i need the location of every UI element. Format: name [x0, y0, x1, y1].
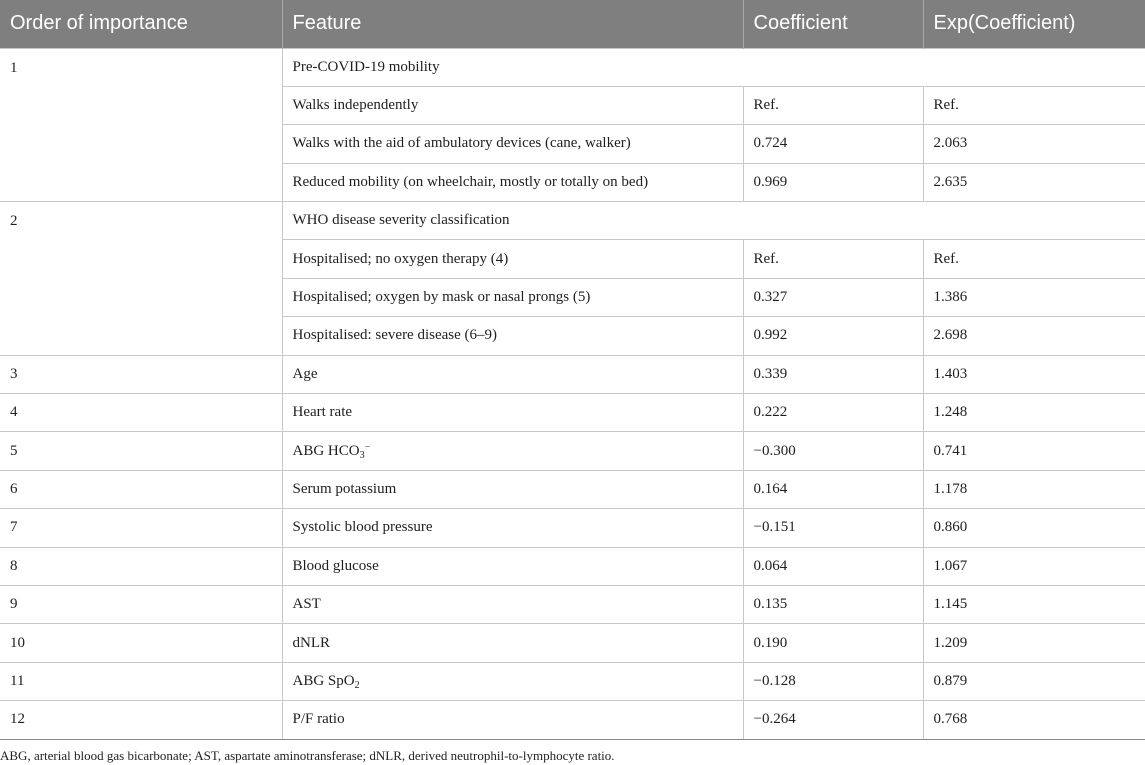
feature-cell: Serum potassium	[282, 470, 743, 508]
feature-cell: Walks with the aid of ambulatory devices (cane, walker)	[282, 125, 743, 163]
exp-coefficient-cell: 1.145	[923, 585, 1145, 623]
feature-cell	[282, 662, 743, 700]
feature-cell: Reduced mobility (on wheelchair, mostly or totally on bed)	[282, 163, 743, 201]
rank-cell: 11	[0, 662, 282, 700]
exp-coefficient-cell: 0.768	[923, 701, 1145, 739]
feature-subscript: 3	[359, 449, 365, 461]
exp-coefficient-cell: 1.067	[923, 547, 1145, 585]
feature-text: ABG HCO	[292, 442, 360, 459]
coefficient-cell: 0.190	[743, 624, 923, 662]
group-title: WHO disease severity classification	[282, 202, 1145, 240]
feature-cell: Hospitalised: severe disease (6–9)	[282, 317, 743, 355]
coefficient-cell: 0.992	[743, 317, 923, 355]
table-row	[0, 470, 1145, 508]
rank-cell: 7	[0, 509, 282, 547]
feature-cell: Hospitalised; no oxygen therapy (4)	[282, 240, 743, 278]
exp-coefficient-cell: 0.741	[923, 432, 1145, 470]
group-title: Pre-COVID-19 mobility	[282, 48, 1145, 86]
table-row	[0, 624, 1145, 662]
rank-cell: 4	[0, 394, 282, 432]
feature-cell: Hospitalised; oxygen by mask or nasal prongs (5)	[282, 278, 743, 316]
rank-cell: 8	[0, 547, 282, 585]
table-row	[0, 432, 1145, 470]
coefficient-cell: Ref.	[743, 240, 923, 278]
feature-cell: Age	[282, 355, 743, 393]
header-feature: Feature	[282, 0, 743, 48]
coefficient-cell: 0.969	[743, 163, 923, 201]
rank-cell: 5	[0, 432, 282, 470]
coefficient-cell: −0.128	[743, 662, 923, 700]
table-row	[0, 202, 1145, 240]
coefficient-cell: 0.724	[743, 125, 923, 163]
table-row	[0, 509, 1145, 547]
feature-superscript: −	[364, 441, 371, 453]
exp-coefficient-cell: 2.635	[923, 163, 1145, 201]
table-header-row	[0, 0, 1145, 48]
exp-coefficient-cell: 0.860	[923, 509, 1145, 547]
rank-cell: 2	[0, 202, 282, 356]
coefficient-cell: 0.222	[743, 394, 923, 432]
coefficient-cell: −0.151	[743, 509, 923, 547]
table-row	[0, 585, 1145, 623]
header-order-of-importance: Order of importance	[0, 0, 282, 48]
exp-coefficient-cell: 1.386	[923, 278, 1145, 316]
header-exp-coefficient: Exp(Coefficient)	[923, 0, 1145, 48]
exp-coefficient-cell: Ref.	[923, 86, 1145, 124]
coefficient-cell: −0.300	[743, 432, 923, 470]
rank-cell: 10	[0, 624, 282, 662]
feature-text: ABG SpO	[292, 672, 355, 689]
exp-coefficient-cell: 1.178	[923, 470, 1145, 508]
feature-cell	[282, 432, 743, 470]
feature-subscript: 2	[354, 679, 360, 691]
feature-cell: P/F ratio	[282, 701, 743, 739]
table-row	[0, 547, 1145, 585]
exp-coefficient-cell: 2.698	[923, 317, 1145, 355]
table-row	[0, 394, 1145, 432]
exp-coefficient-cell: 0.879	[923, 662, 1145, 700]
rank-cell: 3	[0, 355, 282, 393]
header-coefficient: Coefficient	[743, 0, 923, 48]
feature-cell: Walks independently	[282, 86, 743, 124]
table-row	[0, 48, 1145, 86]
feature-cell: Heart rate	[282, 394, 743, 432]
exp-coefficient-cell: 2.063	[923, 125, 1145, 163]
feature-cell: AST	[282, 585, 743, 623]
exp-coefficient-cell: 1.248	[923, 394, 1145, 432]
table-row	[0, 355, 1145, 393]
feature-cell: Blood glucose	[282, 547, 743, 585]
exp-coefficient-cell: Ref.	[923, 240, 1145, 278]
coefficient-cell: 0.339	[743, 355, 923, 393]
rank-cell: 12	[0, 701, 282, 739]
coefficient-cell: 0.164	[743, 470, 923, 508]
rank-cell: 9	[0, 585, 282, 623]
table-footnote: ABG, arterial blood gas bicarbonate; AST, aspartate aminotransferase; dNLR, derived neutrophil-to-lymphocyte ratio.	[0, 748, 615, 763]
coefficient-cell: 0.327	[743, 278, 923, 316]
table-row	[0, 662, 1145, 700]
coefficient-cell: 0.135	[743, 585, 923, 623]
table-row	[0, 701, 1145, 739]
rank-cell: 1	[0, 48, 282, 202]
coefficient-cell: −0.264	[743, 701, 923, 739]
rank-cell: 6	[0, 470, 282, 508]
coefficient-cell: Ref.	[743, 86, 923, 124]
feature-cell: dNLR	[282, 624, 743, 662]
coefficient-cell: 0.064	[743, 547, 923, 585]
feature-cell: Systolic blood pressure	[282, 509, 743, 547]
exp-coefficient-cell: 1.209	[923, 624, 1145, 662]
exp-coefficient-cell: 1.403	[923, 355, 1145, 393]
